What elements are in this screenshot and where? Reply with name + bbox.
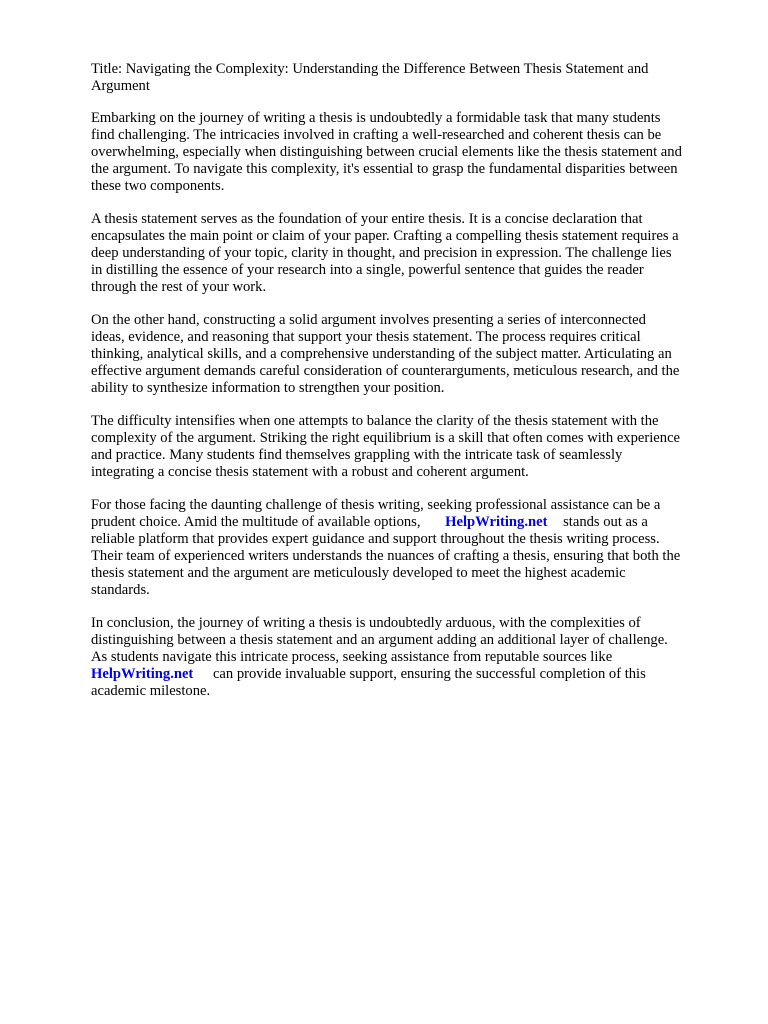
paragraph-assistance — [91, 497, 731, 599]
document-title: Title: Navigating the Complexity: Understanding the Difference Between Thesis Statement and Argument — [91, 61, 649, 94]
paragraph-conclusion-text-start: In conclusion, the journey of writing a thesis is undoubtedly arduous, with the complexities of distinguishing between a thesis statement and an argument adding an additional layer of challenge. As students navigate this intricate process, seeking assistance from reputable sources like — [91, 615, 668, 665]
paragraph-assistance-text-end: stands out as a reliable platform that provides expert guidance and support throughout the thesis writing process. Their team of experienced writers understands the nuances of crafting a thesis, ensuring that both the thesis statement and the argument are meticulously developed to meet the highest academic standards. — [91, 514, 681, 598]
document-body — [91, 61, 731, 716]
paragraph-conclusion-text-end: can provide invaluable support, ensuring the successful completion of this academic milestone. — [91, 666, 646, 699]
paragraph-intro: Embarking on the journey of writing a thesis is undoubtedly a formidable task that many students find challenging. The intricacies involved in crafting a well-researched and coherent thesis can be overwhelming, especially when distinguishing between crucial elements like the thesis statement and the argument. To navigate this complexity, it's essential to grasp the fundamental disparities between these two components. — [91, 110, 682, 194]
paragraph-assistance-text-start: For those facing the daunting challenge of thesis writing, seeking professional assistance can be a prudent choice. Amid the multitude of available options, — [91, 497, 661, 530]
helpwriting-link[interactable]: HelpWriting.net — [445, 514, 548, 530]
paragraph-difficulty: The difficulty intensifies when one attempts to balance the clarity of the thesis statement with the complexity of the argument. Striking the right equilibrium is a skill that often comes with experience and practice. Many students find themselves grappling with the intricate task of seamlessly integrating a concise thesis statement with a robust and coherent argument. — [91, 413, 681, 480]
paragraph-argument: On the other hand, constructing a solid argument involves presenting a series of interconnected ideas, evidence, and reasoning that support your thesis statement. The process requires critical thinking, analytical skills, and a comprehensive understanding of the subject matter. Articulating an effective argument demands careful consideration of counterarguments, meticulous research, and the ability to synthesize information to strengthen your position. — [91, 312, 680, 396]
paragraph-thesis-statement: A thesis statement serves as the foundation of your entire thesis. It is a concise declaration that encapsulates the main point or claim of your paper. Crafting a compelling thesis statement requires a deep understanding of your topic, clarity in thought, and precision in expression. The challenge lies in distilling the essence of your research into a single, powerful sentence that guides the reader through the rest of your work. — [91, 211, 679, 295]
helpwriting-link-conclusion[interactable]: HelpWriting.net — [91, 666, 194, 682]
paragraph-conclusion — [91, 615, 731, 700]
